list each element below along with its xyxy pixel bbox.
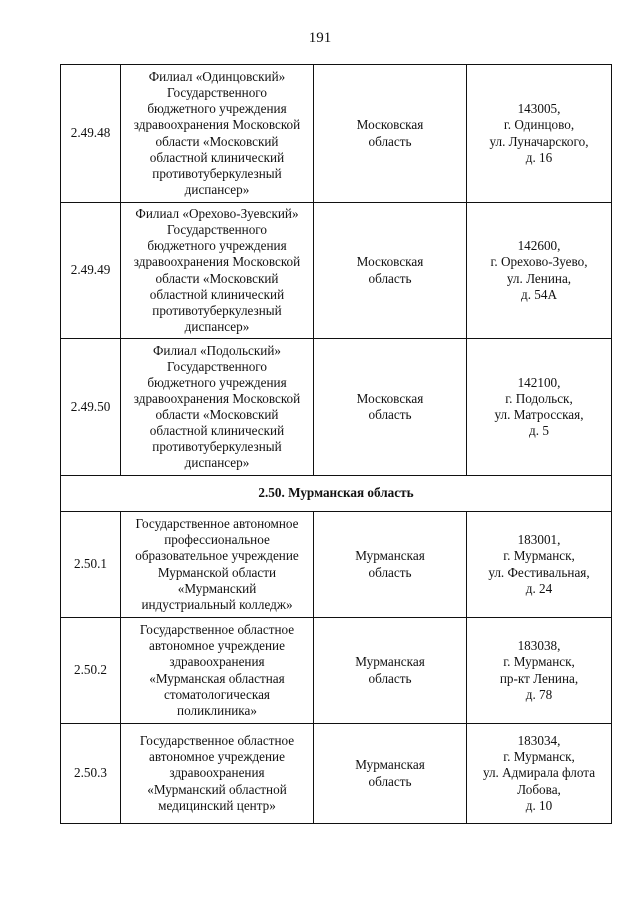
text-line: противотуберкулезный	[152, 439, 282, 455]
organization-name	[121, 618, 314, 724]
text-line: Государственное областное	[139, 733, 295, 749]
text-line: индустриальный колледж»	[141, 596, 293, 612]
text-line: здравоохранения	[169, 765, 265, 781]
text-line: г. Одинцово,	[503, 117, 575, 133]
text-line: область	[368, 270, 412, 286]
text-line: образовательное учреждение	[135, 548, 299, 564]
text-line: бюджетного учреждения	[147, 101, 287, 117]
page-number: 191	[308, 30, 332, 46]
text-line: здравоохранения Московской	[133, 390, 301, 406]
text-line: медицинский центр»	[158, 797, 276, 813]
text-line: область	[368, 564, 412, 580]
address	[467, 724, 612, 824]
organization-name	[121, 203, 314, 339]
organization-name	[121, 339, 314, 476]
text-line: Государственного	[167, 358, 267, 374]
text-line: автономное учреждение	[149, 638, 285, 654]
row-number: 2.49.49	[61, 203, 121, 339]
text-line: областной клинический	[149, 423, 285, 439]
text-line: 142600,	[517, 238, 561, 254]
text-line: диспансер»	[184, 181, 250, 197]
table-row	[61, 724, 612, 824]
region	[314, 724, 467, 824]
text-line: область	[368, 670, 412, 686]
text-line: Лобова,	[517, 781, 561, 797]
text-line: Филиал «Орехово-Зуевский»	[135, 206, 299, 222]
region	[314, 203, 467, 339]
text-line: бюджетного учреждения	[147, 374, 287, 390]
region	[314, 339, 467, 476]
text-line: здравоохранения Московской	[133, 117, 301, 133]
text-line: г. Подольск,	[505, 390, 573, 406]
section-row	[61, 476, 612, 512]
text-line: д. 16	[525, 149, 553, 165]
table-row	[61, 203, 612, 339]
text-line: противотуберкулезный	[152, 302, 282, 318]
text-line: здравоохранения Московской	[133, 254, 301, 270]
text-line: 183034,	[517, 733, 561, 749]
text-line: Государственного	[167, 222, 267, 238]
text-line: область	[368, 133, 412, 149]
organization-name	[121, 512, 314, 618]
text-line: бюджетного учреждения	[147, 238, 287, 254]
text-line: пр-кт Ленина,	[499, 670, 579, 686]
organization-name	[121, 65, 314, 203]
text-line: Мурманская	[355, 548, 425, 564]
text-line: области «Московский	[155, 270, 279, 286]
text-line: ул. Адмирала флота	[482, 765, 596, 781]
row-number: 2.50.1	[61, 512, 121, 618]
text-line: «Мурманский областной	[147, 781, 287, 797]
text-line: 142100,	[517, 374, 561, 390]
text-line: противотуберкулезный	[152, 165, 282, 181]
text-line: Государственного	[167, 85, 267, 101]
text-line: диспансер»	[184, 318, 250, 334]
table-row	[61, 339, 612, 476]
text-line: Филиал «Одинцовский»	[148, 69, 286, 85]
section-heading: 2.50. Мурманская область	[61, 476, 612, 512]
region	[314, 65, 467, 203]
text-line: г. Мурманск,	[503, 548, 575, 564]
address	[467, 65, 612, 203]
text-line: г. Мурманск,	[503, 654, 575, 670]
text-line: ул. Ленина,	[506, 270, 572, 286]
table-row	[61, 618, 612, 724]
text-line: д. 24	[525, 580, 553, 596]
text-line: здравоохранения	[169, 654, 265, 670]
text-line: Мурманская	[355, 654, 425, 670]
row-number: 2.49.48	[61, 65, 121, 203]
text-line: Московская	[356, 254, 424, 270]
text-line: д. 5	[529, 423, 549, 439]
text-line: Филиал «Подольский»	[153, 342, 281, 358]
text-line: г. Мурманск,	[503, 749, 575, 765]
text-line: г. Орехово-Зуево,	[490, 254, 588, 270]
text-line: Государственное автономное	[135, 516, 299, 532]
text-line: стоматологическая	[164, 686, 270, 702]
address	[467, 512, 612, 618]
text-line: Московская	[356, 390, 424, 406]
text-line: область	[368, 773, 412, 789]
address	[467, 203, 612, 339]
text-line: областной клинический	[149, 149, 285, 165]
registry-table	[60, 64, 612, 824]
text-line: ул. Фестивальная,	[488, 564, 590, 580]
text-line: д. 78	[525, 686, 553, 702]
table-row	[61, 65, 612, 203]
text-line: автономное учреждение	[149, 749, 285, 765]
text-line: областной клинический	[149, 286, 285, 302]
text-line: 143005,	[517, 101, 561, 117]
text-line: диспансер»	[184, 455, 250, 471]
text-line: Московская	[356, 117, 424, 133]
text-line: 183038,	[517, 638, 561, 654]
text-line: ул. Луначарского,	[489, 133, 589, 149]
region	[314, 512, 467, 618]
address	[467, 618, 612, 724]
text-line: профессиональное	[164, 532, 270, 548]
row-number: 2.50.2	[61, 618, 121, 724]
text-line: область	[368, 407, 412, 422]
organization-name	[121, 724, 314, 824]
text-line: Государственное областное	[139, 622, 295, 638]
row-number: 2.49.50	[61, 339, 121, 476]
address	[467, 339, 612, 476]
text-line: «Мурманский	[177, 580, 257, 596]
text-line: поликлиника»	[177, 702, 257, 718]
text-line: «Мурманская областная	[149, 670, 285, 686]
text-line: д. 54А	[520, 286, 557, 302]
text-line: д. 10	[525, 797, 553, 813]
text-line: области «Московский	[155, 407, 279, 422]
region	[314, 618, 467, 724]
text-line: ул. Матросская,	[494, 407, 584, 422]
row-number: 2.50.3	[61, 724, 121, 824]
text-line: 183001,	[517, 532, 561, 548]
text-line: Мурманская	[355, 757, 425, 773]
table-row	[61, 512, 612, 618]
text-line: области «Московский	[155, 133, 279, 149]
text-line: Мурманской области	[157, 564, 277, 580]
